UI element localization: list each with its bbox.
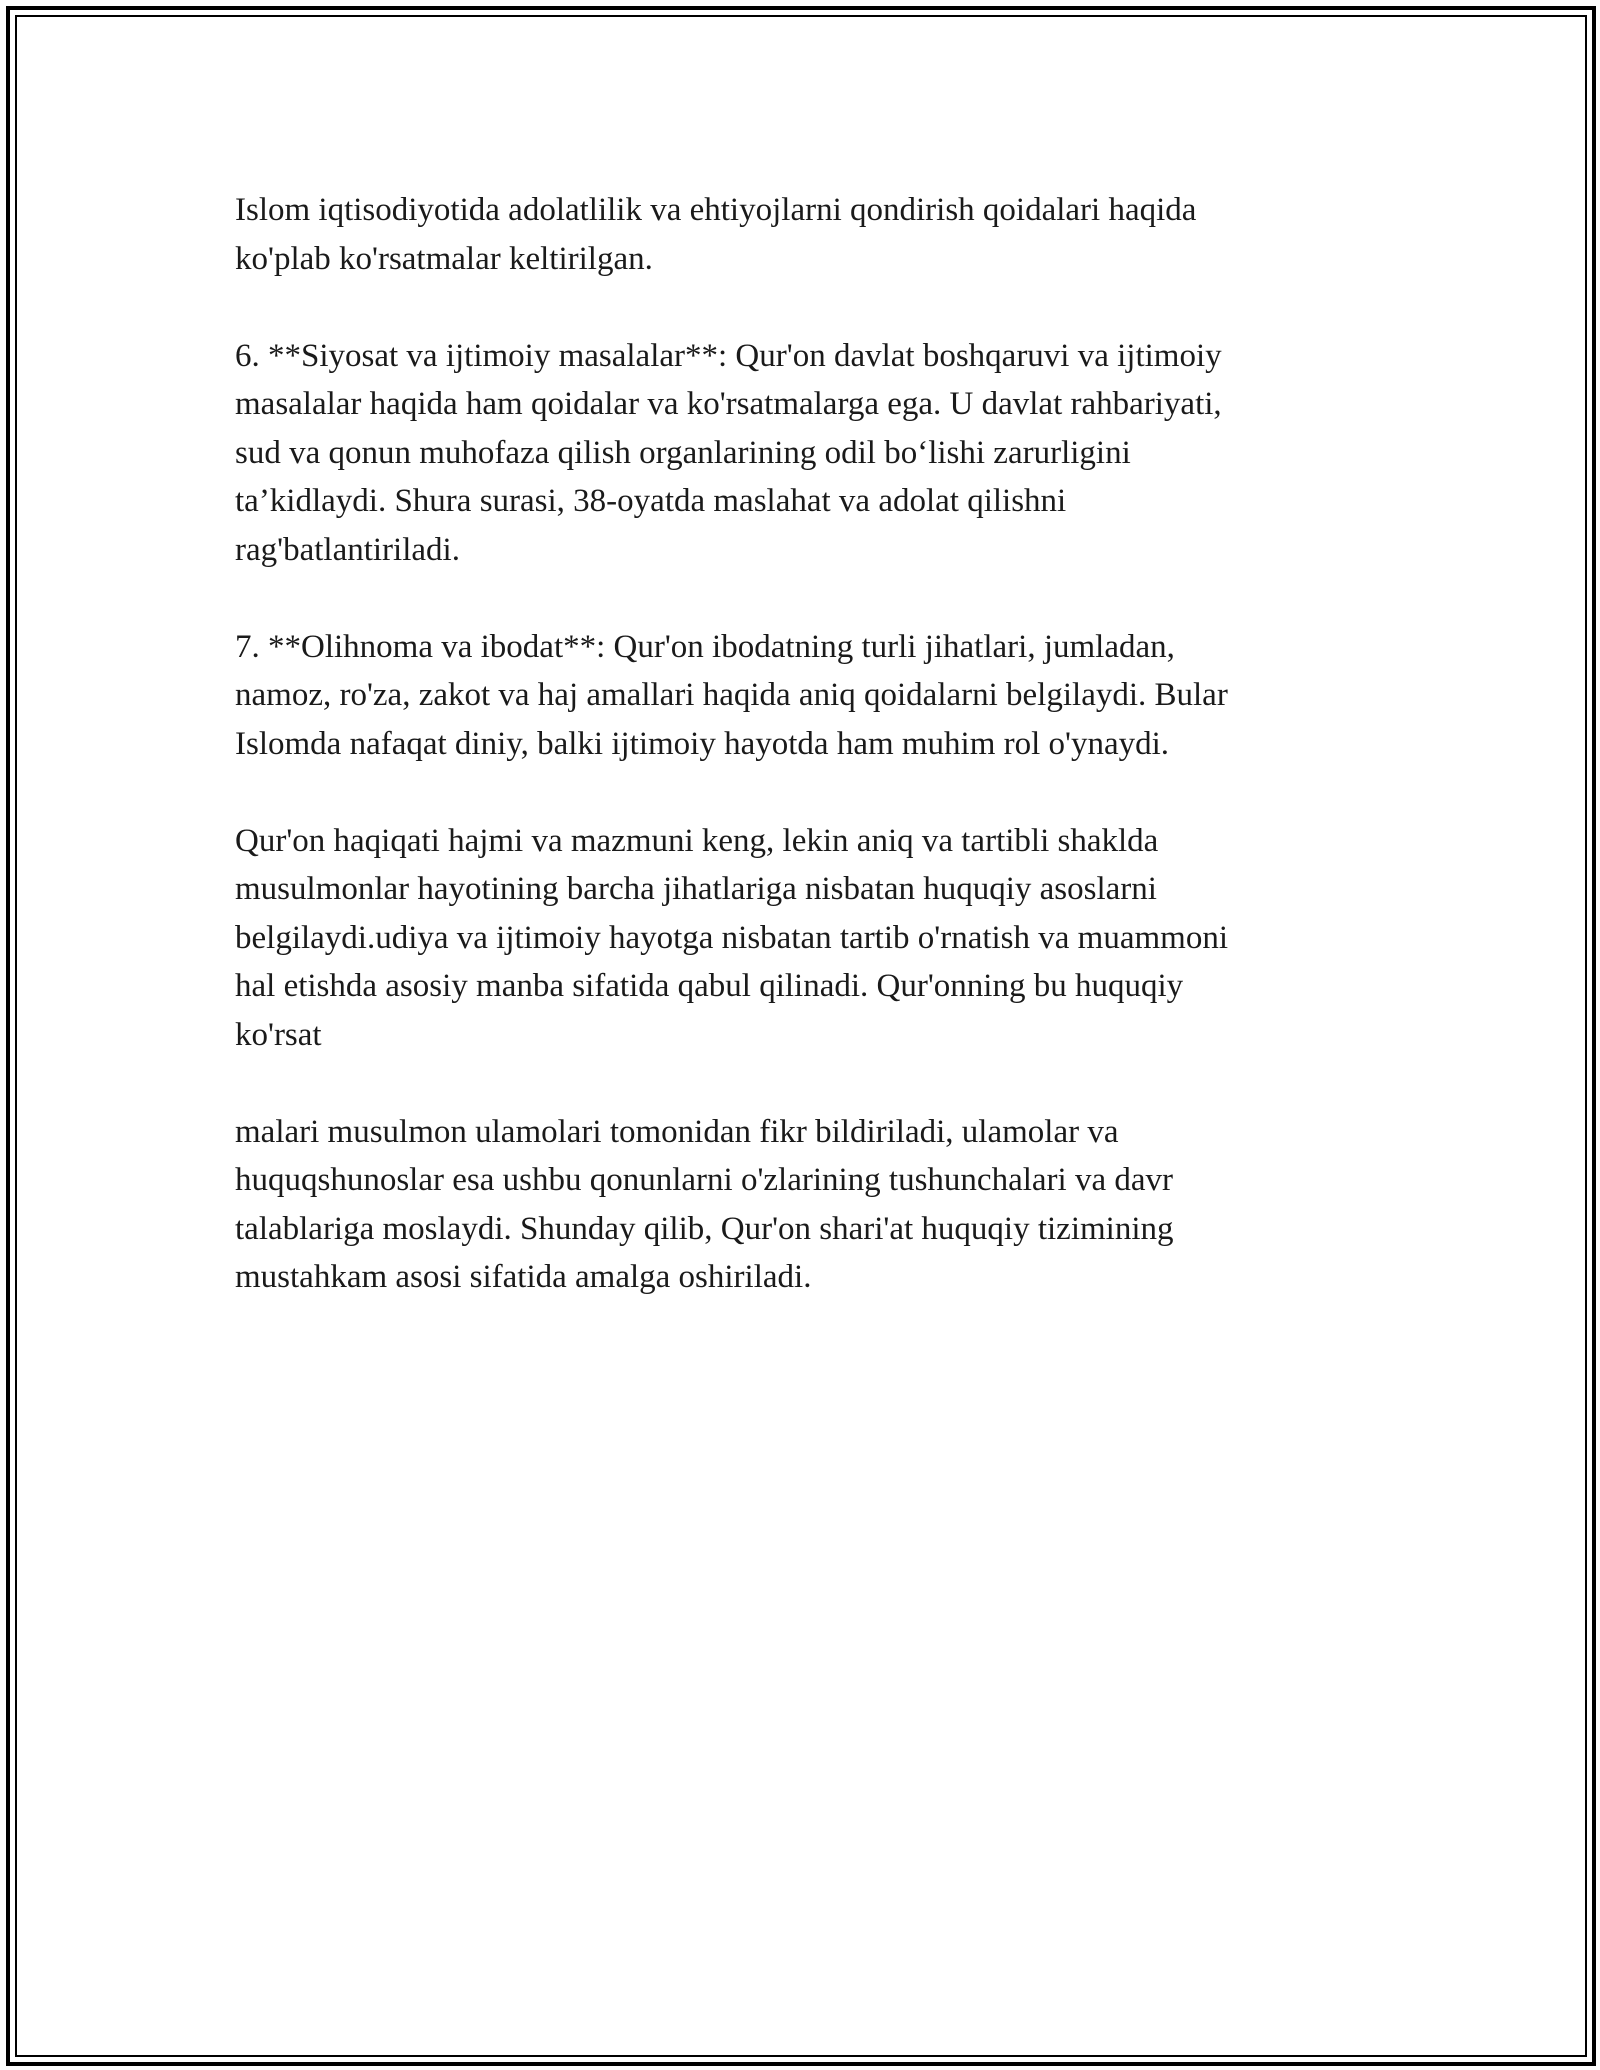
paragraph-quran-legal-basis: Qur'on haqiqati hajmi va mazmuni keng, lekin aniq va tartibli shaklda musulmonlar hayotining barcha jihatlariga nisbatan huquqiy asoslarni belgilaydi.udiya va ijtimoiy hayotga nisbatan tartib o'rnatish va muammoni hal etishda asosiy manba sifatida qabul qilinadi. Qur'onning bu huquqiy ko'rsat xyxy=(235,822,1228,1053)
document-body xyxy=(235,186,1355,1350)
paragraph-politics-social: 6. **Siyosat va ijtimoiy masalalar**: Qur'on davlat boshqaruvi va ijtimoiy masalalar haqida ham qoidalar va ko'rsatmalarga ega. U davlat rahbariyati, sud va qonun muhofaza qilish organlarining odil bo‘lishi zarurligini ta’kidlaydi. Shura surasi, 38-oyatda maslahat va adolat qilishni rag'batlantiriladi. xyxy=(235,337,1222,568)
paragraph-scholars: malari musulmon ulamolari tomonidan fikr bildiriladi, ulamolar va huquqshunoslar esa ushbu qonunlarni o'zlarining tushunchalari va davr talablariga moslaydi. Shunday qilib, Qur'on shari'at huquqiy tizimining mustahkam asosi sifatida amalga oshiriladi. xyxy=(235,1113,1174,1295)
paragraph-economy: Islom iqtisodiyotida adolatlilik va ehtiyojlarni qondirish qoidalari haqida ko'plab ko'rsatmalar keltirilgan. xyxy=(235,192,1197,277)
paragraph-worship: 7. **Olihnoma va ibodat**: Qur'on ibodatning turli jihatlari, jumladan, namoz, ro'za, zakot va haj amallari haqida aniq qoidalarni belgilaydi. Bular Islomda nafaqat diniy, balki ijtimoiy hayotda ham muhim rol o'ynaydi. xyxy=(235,628,1228,762)
